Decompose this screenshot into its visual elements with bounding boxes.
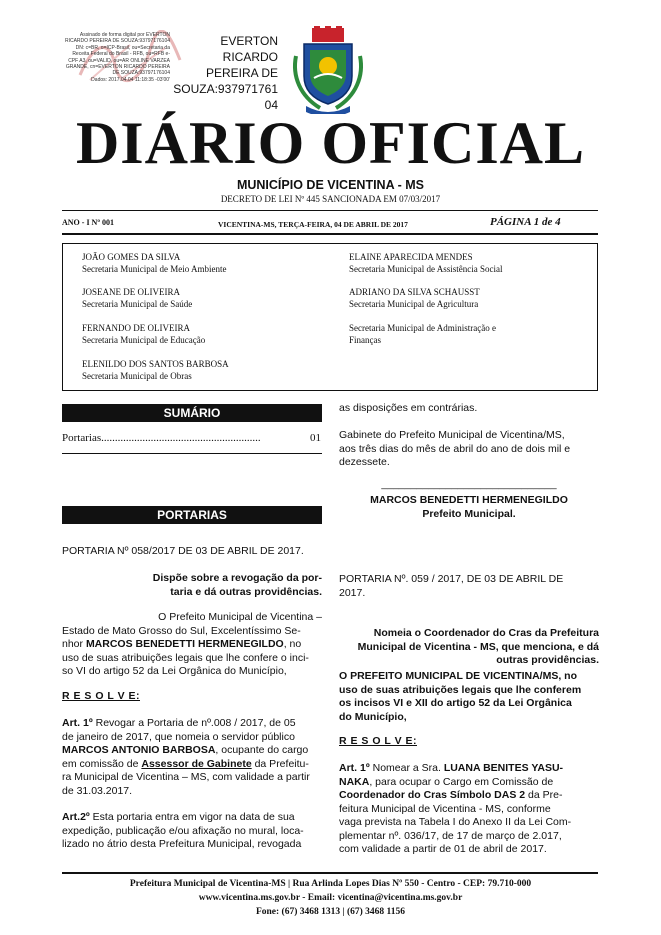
official-entry bbox=[349, 286, 480, 310]
header-rule-bottom bbox=[62, 233, 598, 235]
decree-line: DECRETO DE LEI Nº 445 SANCIONADA EM 07/03/2017 bbox=[220, 194, 441, 204]
portaria-059-intro bbox=[339, 670, 599, 724]
art-line: vaga prevista na Tabela I do Anexo II da Lei Com- bbox=[339, 816, 572, 828]
article-text: da Prefeitu- bbox=[251, 757, 309, 770]
signature-name-line: 04 bbox=[264, 98, 278, 112]
official-secretariat: Secretaria Municipal de Meio Ambiente bbox=[82, 264, 227, 274]
mayor-name: MARCOS BENEDETTI HERMENEGILDO bbox=[85, 638, 284, 650]
signature-detail-line: RICARDO PEREIRA DE SOUZA:93797176104 bbox=[64, 38, 170, 45]
article-text: Esta portaria entra em vigor na data de sua bbox=[89, 811, 295, 823]
art-line: lizado no átrio desta Prefeitura Municipal, revogada bbox=[62, 838, 302, 850]
mayor-signature-name: MARCOS BENEDETTI HERMENEGILDO bbox=[370, 494, 568, 506]
footer-web-email[interactable]: www.vicentina.ms.gov.br - Email: vicentina@vicentina.ms.gov.br bbox=[198, 893, 463, 903]
official-secretariat: Secretaria Municipal de Educação bbox=[82, 335, 206, 345]
art-line: plementar nº. 036/17, de 17 de março de 2.017, bbox=[339, 829, 562, 842]
portaria-058-art1 bbox=[62, 717, 322, 798]
signature-line: ______________________________ bbox=[381, 478, 557, 490]
sumario-entry-page: 01 bbox=[310, 432, 321, 444]
intro-line: so VI do artigo 52 da Lei Orgânica do Município, bbox=[62, 665, 287, 677]
art-line: feitura Municipal de Vicentina - MS, conforme bbox=[339, 802, 551, 815]
portaria-059-art1 bbox=[339, 762, 599, 857]
article-text: , para ocupar o Cargo em Comissão de bbox=[369, 775, 554, 788]
municipal-crest-icon bbox=[290, 26, 366, 114]
official-entry bbox=[82, 286, 192, 310]
sumario-rule bbox=[62, 453, 322, 454]
art-line bbox=[62, 717, 322, 731]
signature-detail-line: Dados: 2017.04.04 11:18:35 -03'00' bbox=[91, 76, 170, 83]
art-line bbox=[62, 758, 322, 772]
official-name: JOÃO GOMES DA SILVA bbox=[82, 252, 181, 262]
servant-name: MARCOS ANTONIO BARBOSA bbox=[62, 744, 216, 756]
position-name: Assessor de Gabinete bbox=[141, 757, 252, 770]
art-line: expedição, publicação e/ou afixação no mural, loca- bbox=[62, 824, 304, 837]
intro-text: , no bbox=[283, 638, 302, 650]
header-rule-top bbox=[62, 210, 598, 211]
intro-line: Estado de Mato Grosso do Sul, Excelentíssimo Se- bbox=[62, 624, 301, 637]
portaria-058-art2 bbox=[62, 811, 322, 852]
ementa-line: Nomeia o Coordenador do Cras da Prefeitura bbox=[373, 627, 599, 639]
municipality-name: MUNICÍPIO DE VICENTINA - MS bbox=[236, 178, 425, 192]
footer-address: Prefeitura Municipal de Vicentina-MS | Rua Arlinda Lopes Dias Nº 550 - Centro - CEP: 79.710-000 bbox=[129, 879, 532, 889]
intro-line: O Prefeito Municipal de Vicentina – bbox=[158, 611, 322, 623]
art-line: de 31.03.2017. bbox=[62, 784, 133, 797]
signature-detail-line: DE SOUZA:93797176104 bbox=[112, 70, 170, 77]
gabinete-line: dezessete. bbox=[339, 456, 390, 468]
gabinete-line: Gabinete do Prefeito Municipal de Vicentina/MS, bbox=[339, 429, 565, 441]
portarias-heading: PORTARIAS bbox=[62, 506, 322, 524]
edition-number: ANO - I Nº 001 bbox=[62, 218, 114, 227]
masthead-title: DIÁRIO OFICIAL bbox=[75, 110, 586, 176]
signature-name-line: EVERTON RICARDO bbox=[220, 34, 278, 64]
portaria-059-title bbox=[339, 573, 599, 600]
edition-date: VICENTINA-MS, TERÇA-FEIRA, 04 DE ABRIL DE 2017 bbox=[218, 220, 408, 229]
ementa-line: Dispõe sobre a revogação da por- bbox=[152, 572, 322, 584]
sumario-entry-label: Portarias.......................................................... bbox=[62, 432, 261, 444]
official-name: JOSEANE DE OLIVEIRA bbox=[82, 287, 180, 297]
art-line bbox=[62, 744, 322, 758]
signature-detail-line: Assinado de forma digital por EVERTON bbox=[79, 32, 170, 38]
article-text: em comissão de bbox=[62, 757, 142, 770]
official-entry bbox=[349, 251, 502, 275]
official-secretariat: Secretaria Municipal de Obras bbox=[82, 371, 192, 381]
intro-line: O PREFEITO MUNICIPAL DE VICENTINA/MS, no bbox=[339, 670, 578, 682]
official-secretariat: Secretaria Municipal de Agricultura bbox=[349, 299, 479, 309]
official-secretariat-cont: Finanças bbox=[349, 335, 381, 345]
art-line bbox=[339, 789, 599, 803]
appointee-name: LUANA BENITES YASU- bbox=[443, 762, 564, 774]
footer-rule bbox=[62, 872, 598, 874]
portaria-058-title: PORTARIA Nº 058/2017 DE 03 DE ABRIL DE 2017. bbox=[62, 545, 304, 557]
art-line bbox=[339, 762, 599, 776]
article-label: Art. 1º bbox=[339, 762, 370, 774]
gabinete-text bbox=[339, 429, 599, 470]
official-entry bbox=[349, 322, 496, 346]
intro-line: do Município, bbox=[339, 710, 407, 723]
signature-detail-line: CPF A3, ou=VALID, ou=AR ONLINE VARZEA bbox=[68, 57, 170, 64]
portaria-058-resolve: R E S O L V E: bbox=[62, 690, 140, 702]
art-line bbox=[62, 811, 322, 825]
ementa-line: Municipal de Vicentina - MS, que menciona, e dá bbox=[357, 640, 599, 653]
official-entry bbox=[82, 358, 229, 382]
sumario-entry[interactable] bbox=[62, 432, 322, 444]
position-name: Coordenador do Cras Símbolo DAS 2 bbox=[339, 789, 526, 801]
signature-name-line: SOUZA:937971761 bbox=[173, 82, 278, 96]
official-name: ELENILDO DOS SANTOS BARBOSA bbox=[82, 359, 229, 369]
article-text: Nomear a Sra. bbox=[369, 762, 444, 774]
signature-name-line: PEREIRA DE bbox=[205, 66, 278, 80]
portaria-058-ementa bbox=[62, 572, 322, 599]
signature-detail-line: GRANDE, cn=EVERTON RICARDO PEREIRA bbox=[65, 64, 170, 71]
portaria-058-closing: as disposições em contrárias. bbox=[339, 402, 478, 414]
official-secretariat: Secretaria Municipal de Saúde bbox=[82, 299, 193, 309]
signature-detail-line: Receita Federal do Brasil - RFB, ou=RFB e- bbox=[72, 51, 170, 58]
appointee-name: NAKA bbox=[339, 775, 370, 788]
intro-line: os incisos VI e XII do artigo 52 da Lei Orgânica bbox=[339, 697, 572, 709]
article-text: , ocupante do cargo bbox=[215, 744, 309, 756]
portaria-059-ementa bbox=[339, 627, 599, 668]
intro-line: uso de suas atribuições legais que lhe conferem bbox=[339, 683, 582, 696]
portaria-058-intro bbox=[62, 611, 322, 679]
intro-line: uso de suas atribuições legais que lhe confere o inci- bbox=[62, 651, 309, 664]
intro-text: nhor bbox=[62, 638, 86, 650]
digital-signature-name bbox=[172, 33, 278, 113]
article-label: Art.2º bbox=[62, 811, 90, 823]
signature-detail-line: DN: c=BR, o=ICP-Brasil, ou=Secretaria da bbox=[75, 44, 170, 51]
official-name: ELAINE APARECIDA MENDES bbox=[349, 252, 473, 262]
title-line: 2017. bbox=[339, 586, 366, 599]
sumario-heading: SUMÁRIO bbox=[62, 404, 322, 422]
art-line: com validade a partir de 01 de abril de 2017. bbox=[339, 843, 547, 855]
ementa-line: taria e dá outras providências. bbox=[170, 585, 322, 598]
official-entry bbox=[82, 251, 226, 275]
official-name: ADRIANO DA SILVA SCHAUSST bbox=[349, 287, 480, 297]
art-line bbox=[339, 776, 599, 790]
portaria-059-resolve: R E S O L V E: bbox=[339, 735, 417, 747]
mayor-signature-role: Prefeito Municipal. bbox=[422, 508, 516, 520]
official-name: FERNANDO DE OLIVEIRA bbox=[82, 323, 190, 333]
ementa-line: outras providências. bbox=[496, 654, 599, 666]
title-line: PORTARIA Nº. 059 / 2017, DE 03 DE ABRIL DE bbox=[339, 573, 564, 585]
digital-signature-details bbox=[62, 32, 170, 83]
article-label: Art. 1º bbox=[62, 717, 93, 729]
article-text: Revogar a Portaria de nº.008 / 2017, de 05 bbox=[92, 717, 296, 729]
art-line: de janeiro de 2017, que nomeia o servidor público bbox=[62, 730, 295, 743]
gabinete-line: aos três dias do mês de abril do ano de dois mil e bbox=[339, 442, 571, 455]
intro-line bbox=[62, 638, 322, 652]
page-indicator: PÁGINA 1 de 4 bbox=[490, 216, 561, 228]
article-text: da Pre- bbox=[525, 789, 563, 801]
footer-phone: Fone: (67) 3468 1313 | (67) 3468 1156 bbox=[255, 907, 406, 917]
art-line: ra Municipal de Vicentina – MS, com validade a partir bbox=[62, 771, 310, 783]
official-secretariat: Secretaria Municipal de Assistência Social bbox=[349, 264, 503, 274]
official-entry bbox=[82, 322, 205, 346]
official-secretariat: Secretaria Municipal de Administração e bbox=[349, 323, 496, 333]
